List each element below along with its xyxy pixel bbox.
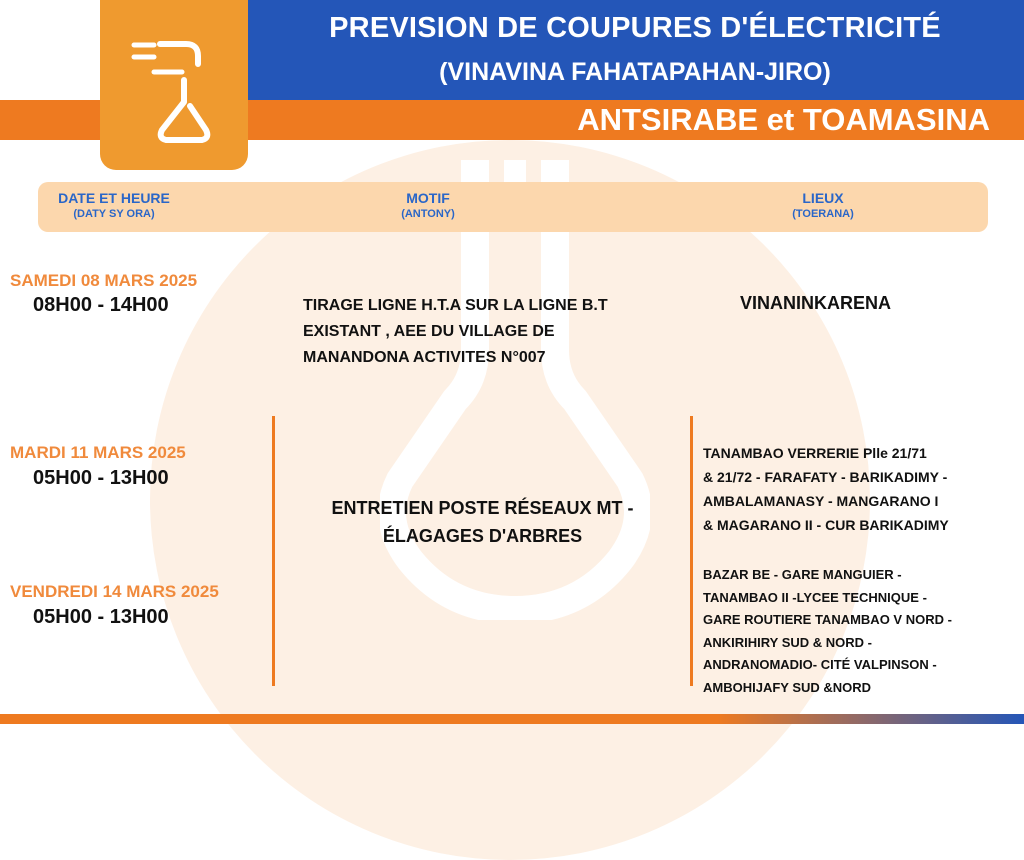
lieux-line: GARE ROUTIERE TANAMBAO V NORD - (703, 612, 952, 627)
lieux-line: & MAGARANO II - CUR BARIKADIMY (703, 517, 949, 533)
lieux-line: ANDRANOMADIO- CITÉ VALPINSON - (703, 657, 937, 672)
lieux-line: BAZAR BE - GARE MANGUIER - (703, 567, 902, 582)
column-motif-header (338, 190, 518, 220)
motif-line: ENTRETIEN POSTE RÉSEAUX MT - (331, 498, 634, 518)
column-lieux-header (738, 190, 908, 220)
column-motif-sublabel: (ANTONY) (401, 208, 455, 220)
column-motif-label: MOTIF (406, 190, 450, 206)
column-date-sublabel: (DATY SY ORA) (73, 208, 155, 220)
entry-date: VENDREDI 14 MARS 2025 (10, 582, 219, 601)
motif-line: TIRAGE LIGNE H.T.A SUR LA LIGNE B.T (303, 297, 608, 314)
entry-hours: 08H00 - 14H00 (33, 294, 169, 316)
entry-lieux (703, 441, 949, 537)
faucet-flask-icon (124, 30, 224, 145)
lieux-line: TANAMBAO II -LYCEE TECHNIQUE - (703, 589, 927, 605)
motif-line: ÉLAGAGES D'ARBRES (382, 526, 583, 546)
lieux-line: & 21/72 - FARAFATY - BARIKADIMY - (703, 469, 948, 485)
lieux-line: TANAMBAO VERRERIE Plle 21/71 (703, 445, 927, 461)
lieux-line: AMBALAMANASY - MANGARANO I (703, 493, 939, 509)
column-divider-right (690, 416, 693, 686)
column-date-header (38, 190, 190, 220)
page-title: PREVISION DE COUPURES D'ÉLECTRICITÉ (329, 12, 941, 44)
entry-date: MARDI 11 MARS 2025 (10, 443, 186, 462)
page-subtitle: (VINAVINA FAHATAPAHAN-JIRO) (439, 58, 831, 86)
entry-hours: 05H00 - 13H00 (33, 467, 169, 489)
column-divider-left (272, 416, 275, 686)
column-date-label: DATE ET HEURE (58, 190, 170, 206)
lieux-line: AMBOHIJAFY SUD &NORD (703, 679, 872, 695)
lieux-line: ANKIRIHIRY SUD & NORD - (703, 634, 873, 650)
entry-date: SAMEDI 08 MARS 2025 (10, 271, 198, 290)
column-lieux-sublabel: (TOERANA) (792, 208, 854, 220)
logo-badge (100, 0, 248, 170)
motif-line: MANANDONA ACTIVITES N°007 (303, 349, 546, 366)
column-lieux-label: LIEUX (802, 190, 844, 206)
cities-heading: ANTSIRABE et TOAMASINA (577, 102, 990, 137)
bottom-bar (0, 714, 1024, 724)
column-header-bar (38, 182, 988, 232)
entry-motif (303, 293, 608, 371)
entry-lieux (703, 564, 952, 699)
entry-lieux: VINANINKARENA (740, 293, 892, 313)
entry-hours: 05H00 - 13H00 (33, 606, 169, 628)
shared-motif (285, 494, 680, 550)
motif-line: EXISTANT , AEE DU VILLAGE DE (303, 323, 555, 340)
